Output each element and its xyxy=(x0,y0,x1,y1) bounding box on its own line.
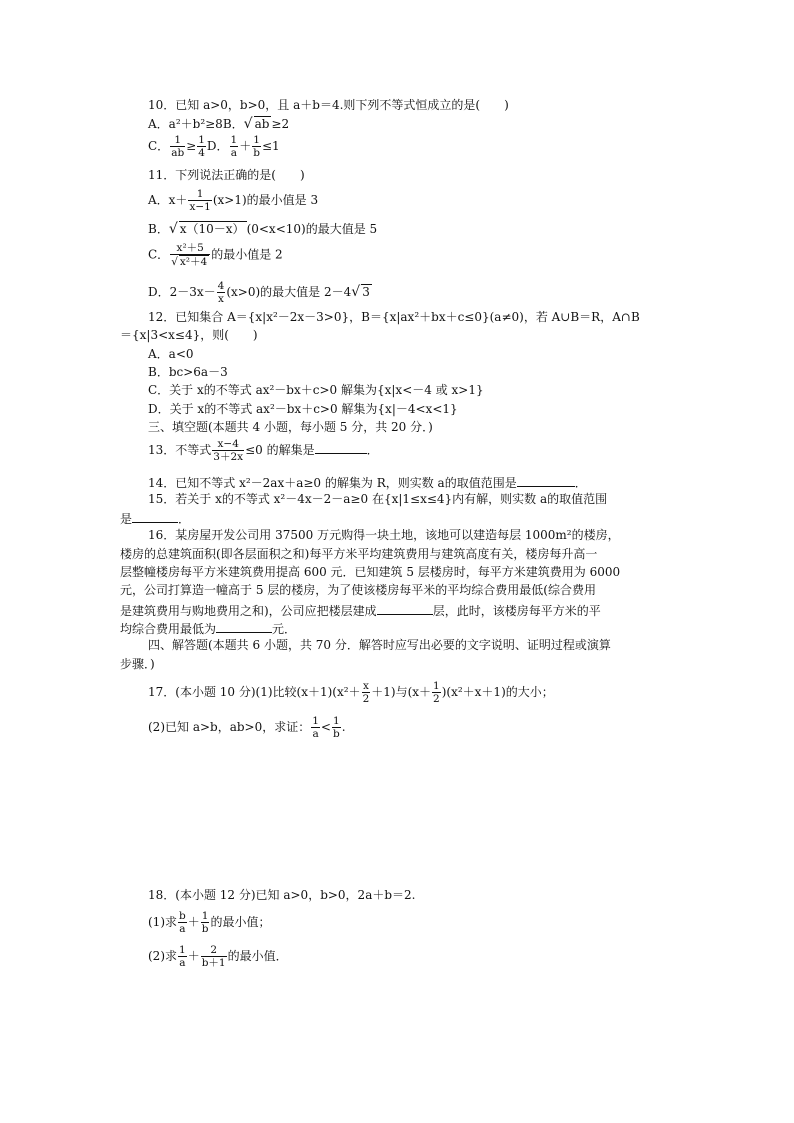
q10-option-d-label: D． xyxy=(206,139,229,153)
sqrt-symbol: √ xyxy=(168,221,178,237)
denominator: ab xyxy=(171,147,185,159)
q16-line3: 层整幢楼房每平方米建筑费用提高 600 元．已知建筑 5 层楼房时，每平方米建筑费用为 6000 xyxy=(120,565,621,579)
q11-option-d-post: (x>0)的最大值是 2－4 xyxy=(226,285,352,299)
q18-stem: 18．(本小题 12 分)已知 a>0，b>0，2a＋b＝2. xyxy=(148,888,416,902)
fraction xyxy=(201,910,210,935)
q14-end: ． xyxy=(574,476,587,490)
denominator: a xyxy=(230,147,238,159)
q10-option-c-label: C． xyxy=(148,139,170,153)
denominator: 4 xyxy=(198,147,205,159)
fraction xyxy=(217,280,226,305)
q18-part1-post: 的最小值； xyxy=(210,915,271,929)
denominator: 2 xyxy=(433,693,440,705)
denominator: a xyxy=(179,957,186,969)
q11-option-d xyxy=(148,280,372,305)
q11-option-c xyxy=(148,242,283,268)
q18-part2-pre: (2)求 xyxy=(148,949,177,963)
q11-option-b-post: (0<x<10)的最大值是 5 xyxy=(246,222,378,236)
fraction xyxy=(197,134,206,159)
numerator: 1 xyxy=(312,715,319,727)
q12-option-b: B．bc>6a－3 xyxy=(148,365,228,379)
fraction xyxy=(432,680,441,705)
q15-end: ． xyxy=(178,512,191,526)
q10-option-b-tail: ≥2 xyxy=(271,117,290,131)
q10-options-ab xyxy=(148,116,289,132)
q11-option-c-pre: C． xyxy=(148,247,170,262)
q17-part2-mid: < xyxy=(320,720,331,734)
plus-sign: ＋ xyxy=(187,915,200,929)
numerator: 1 xyxy=(201,910,209,922)
q11-option-b-radicand: x（10－x） xyxy=(179,222,245,236)
q11-option-a xyxy=(148,188,318,213)
answer-blank[interactable] xyxy=(377,602,433,615)
denominator: b＋1 xyxy=(201,957,226,969)
q13-post: ≤0 的解集是 xyxy=(245,443,315,457)
section-4-heading-line2: 步骤．) xyxy=(120,657,155,671)
sqrt-symbol: √ xyxy=(171,256,178,268)
fraction xyxy=(201,944,227,969)
denominator: x xyxy=(218,293,224,305)
fraction xyxy=(178,910,187,935)
q16-line4: 元，公司打算造一幢高于 5 层的楼房，为了使该楼房每平米的平均综合费用最低(综合费用 xyxy=(120,583,596,597)
q15-line2-pre: 是 xyxy=(120,512,133,526)
q14 xyxy=(148,474,587,491)
section-3-heading: 三、填空题(本题共 4 小题，每小题 5 分，共 20 分．) xyxy=(148,420,433,434)
fraction xyxy=(230,134,239,159)
sqrt-symbol: √ xyxy=(243,116,253,132)
q11-option-b xyxy=(148,221,377,237)
denominator: 3＋2x xyxy=(213,451,244,463)
q11-stem: 11．下列说法正确的是( ) xyxy=(148,168,305,182)
numerator: 1 xyxy=(170,134,185,147)
q11-option-a-pre: A．x＋ xyxy=(148,193,188,207)
fraction xyxy=(212,438,244,463)
q18-part2-post: 的最小值． xyxy=(227,949,288,963)
fraction xyxy=(170,134,185,159)
q15-line1: 15．若关于 x的不等式 x²－4x－2－a≥0 在{x|1≤x≤4}内有解，则实数 a的取值范围 xyxy=(148,492,608,506)
numerator: 1 xyxy=(188,188,211,201)
fraction xyxy=(178,944,187,969)
q16-line1: 16．某房屋开发公司用 37500 万元购得一块土地，该地可以建造每层 1000m²的楼房， xyxy=(148,528,620,542)
q18-part2 xyxy=(148,944,288,969)
fraction xyxy=(170,242,210,268)
numerator: 1 xyxy=(253,134,260,146)
q17-part1-post: )(x²＋x＋1)的大小； xyxy=(441,685,554,699)
numerator: 1 xyxy=(179,944,186,956)
numerator: x−4 xyxy=(212,438,244,451)
q16-line5-pre: 是建筑费用与购地费用之和)，公司应把楼层建成 xyxy=(120,604,377,618)
section-4-heading-line1: 四、解答题(本题共 6 小题，共 70 分．解答时应写出必要的文字说明、证明过程或演算 xyxy=(148,638,611,652)
plus-sign: ＋ xyxy=(187,949,200,963)
answer-blank[interactable] xyxy=(517,474,575,487)
answer-blank[interactable] xyxy=(132,510,178,523)
radicand: x²＋4 xyxy=(179,256,208,268)
q16-line6 xyxy=(120,620,296,637)
q12-option-a: A．a<0 xyxy=(148,347,194,361)
q12-option-d: D．关于 x的不等式 ax²－bx＋c>0 解集为{x|－4<x<1} xyxy=(148,402,458,416)
q11-option-c-post: 的最小值是 2 xyxy=(211,247,283,262)
sqrt-symbol: √ xyxy=(351,284,361,300)
q13-pre: 13．不等式 xyxy=(148,443,212,457)
q16-line6-post: 元． xyxy=(272,622,297,636)
q16-line5-post: 层，此时，该楼房每平方米的平 xyxy=(432,604,601,618)
q13 xyxy=(148,438,379,463)
fraction xyxy=(252,134,261,159)
answer-blank[interactable] xyxy=(216,620,272,633)
q15-line2 xyxy=(120,510,190,527)
numerator: x xyxy=(362,680,369,692)
q12-option-c: C．关于 x的不等式 ax²－bx＋c>0 解集为{x|x<－4 或 x>1} xyxy=(148,383,484,397)
numerator: 1 xyxy=(198,134,205,146)
q10-option-d-tail: ≤1 xyxy=(261,139,280,153)
fraction xyxy=(311,715,320,740)
denominator: a xyxy=(312,728,319,740)
q18-part1 xyxy=(148,910,271,935)
q11-option-a-post: (x>1)的最小值是 3 xyxy=(212,193,319,207)
q12-line2: ＝{x|3<x≤4}，则( ) xyxy=(120,328,258,342)
q10-option-c-relation: ≥ xyxy=(186,139,197,153)
q16-line6-pre: 均综合费用最低为 xyxy=(120,622,217,636)
q11-option-b-pre: B． xyxy=(148,222,169,236)
q18-part1-pre: (1)求 xyxy=(148,915,177,929)
answer-blank[interactable] xyxy=(315,441,367,454)
q10-option-b-radicand: ab xyxy=(254,117,270,131)
numerator: 1 xyxy=(333,715,340,727)
q16-line2: 楼房的总建筑面积(即各层面积之和)每平方米平均建筑费用与建筑高度有关，楼房每升高一 xyxy=(120,547,598,561)
q14-text: 14．已知不等式 x²－2ax＋a≥0 的解集为 R，则实数 a的取值范围是 xyxy=(148,476,517,490)
fraction xyxy=(332,715,341,740)
fraction xyxy=(362,680,371,705)
denominator: b xyxy=(201,923,209,935)
q10-stem: 10．已知 a>0，b>0，且 a＋b＝4.则下列不等式恒成立的是( ) xyxy=(148,98,509,112)
q17-part2 xyxy=(148,715,346,740)
q10-option-a: A．a²＋b²≥8B． xyxy=(148,117,244,131)
denominator xyxy=(170,255,210,268)
q13-end: ． xyxy=(366,443,379,457)
numerator: 1 xyxy=(230,134,238,146)
q12-line1: 12．已知集合 A＝{x|x²－2x－3>0}，B＝{x|ax²＋bx＋c≤0}(a≠0)，若 A∪B＝R，A∩B xyxy=(148,310,640,324)
denominator: a xyxy=(179,923,186,935)
q17-part1-mid: ＋1)与(x＋ xyxy=(371,685,432,699)
numerator: 2 xyxy=(201,944,227,957)
fraction xyxy=(188,188,211,213)
denominator: x−1 xyxy=(189,201,211,213)
q10-options-cd xyxy=(148,134,280,159)
numerator: 4 xyxy=(217,280,225,292)
numerator: b xyxy=(179,910,186,922)
denominator: b xyxy=(332,728,340,740)
q16-line5 xyxy=(120,602,601,619)
denominator: b xyxy=(253,147,260,159)
numerator: 1 xyxy=(433,680,440,692)
q17-part2-pre: (2)已知 a>b，ab>0，求证： xyxy=(148,720,311,734)
numerator: x²＋5 xyxy=(170,242,210,255)
q11-option-d-pre: D．2－3x－ xyxy=(148,285,216,299)
q11-option-d-radicand: 3 xyxy=(362,285,370,299)
denominator: 2 xyxy=(362,693,370,705)
q17-part2-end: . xyxy=(341,720,346,734)
q17-part1 xyxy=(148,680,554,705)
q17-part1-pre: 17．(本小题 10 分)(1)比较(x＋1)(x²＋ xyxy=(148,685,361,699)
plus-sign: ＋ xyxy=(239,139,252,153)
